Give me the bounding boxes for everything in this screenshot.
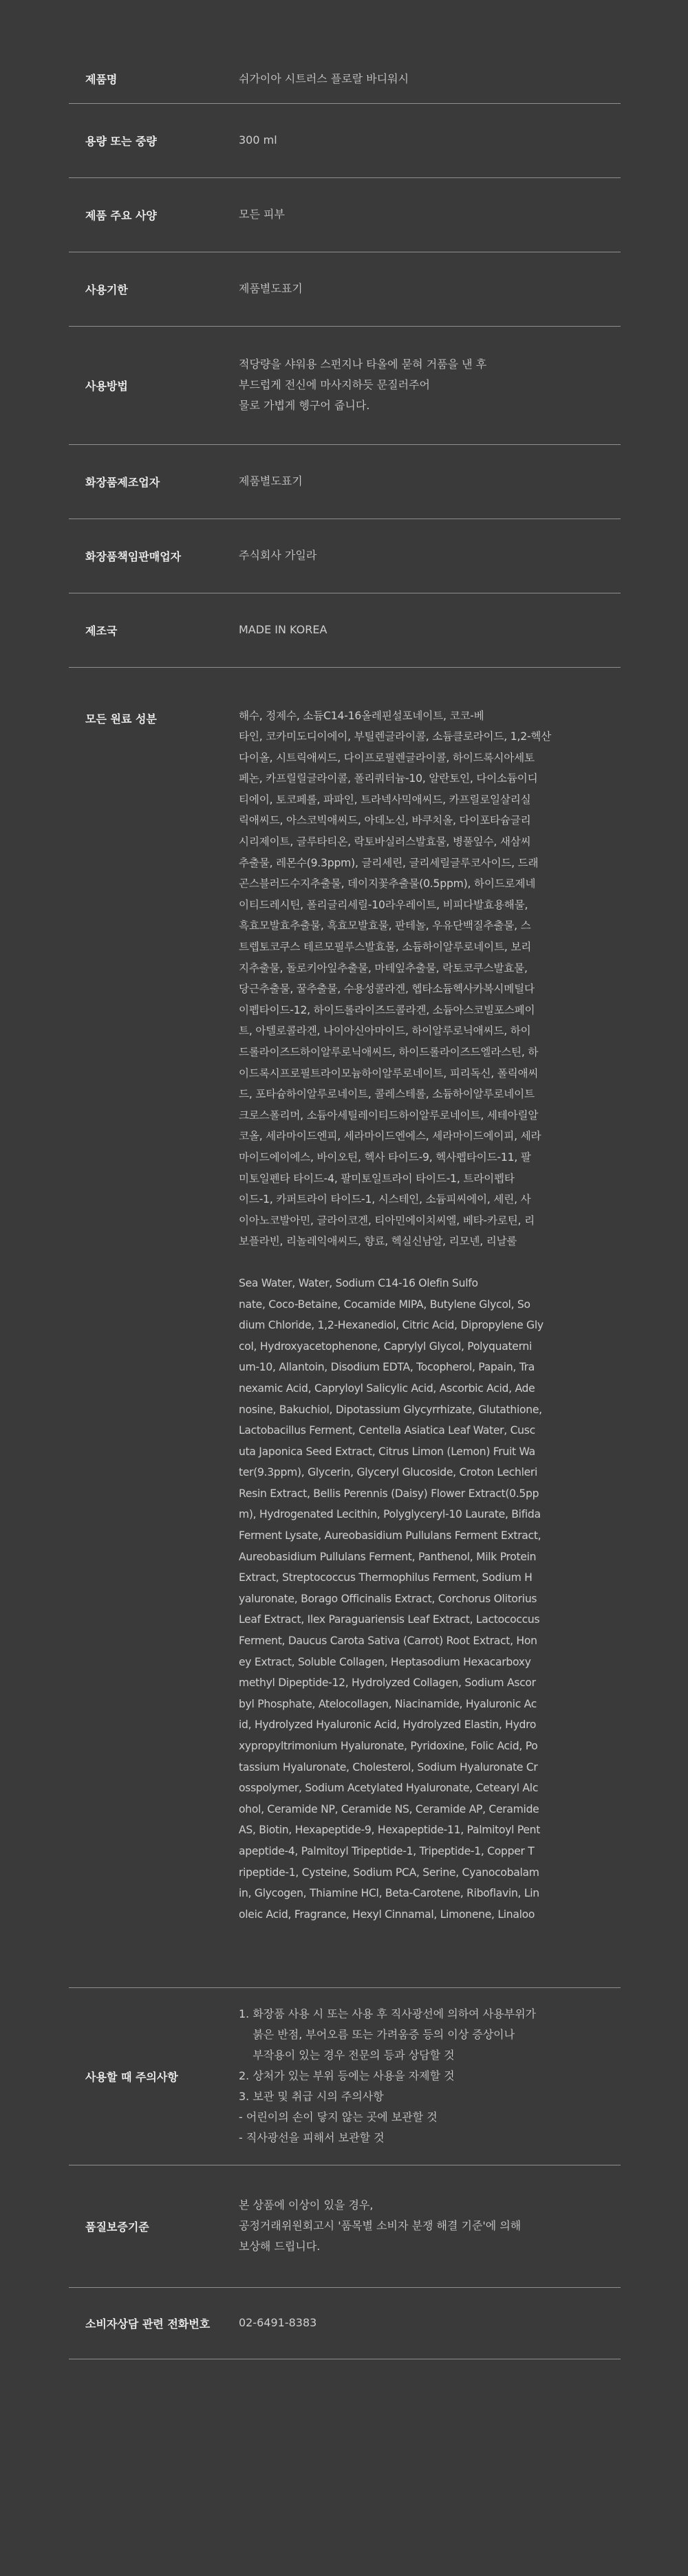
product-name-value: 쉬가이아 시트러스 플로랄 바디워시 bbox=[239, 72, 409, 85]
usage-row bbox=[69, 326, 621, 444]
product-name-row bbox=[69, 55, 621, 103]
quality-value: 본 상품에 이상이 있을 경우, 공정거래위원회고시 '품목별 소비자 분쟁 해결 기준'에 의해 보상해 드립니다. bbox=[239, 2198, 522, 2253]
ingredients-label: 모든 원료 성분 bbox=[85, 712, 157, 725]
volume-row bbox=[69, 103, 621, 177]
spec-label: 제품 주요 사양 bbox=[85, 208, 157, 222]
usage-label: 사용방법 bbox=[85, 379, 128, 393]
caution-line: 1. 화장품 사용 시 또는 사용 후 직사광선에 의하여 사용부위가 bbox=[239, 2007, 536, 2020]
quality-label: 품질보증기준 bbox=[85, 2220, 149, 2234]
cautions-row bbox=[69, 1987, 621, 2165]
phone-label: 소비자상담 관련 전화번호 bbox=[85, 2317, 211, 2331]
caution-line: - 어린이의 손이 닿지 않는 곳에 보관할 것 bbox=[239, 2110, 438, 2124]
ingredients-row bbox=[69, 667, 621, 1987]
expiry-label: 사용기한 bbox=[85, 283, 128, 296]
manufacturer-value: 제품별도표기 bbox=[239, 474, 303, 488]
ingredients-english: Sea Water, Water, Sodium C14-16 Olefin Sulfo nate, Coco-Betaine, Cocamide MIPA, Butylene Glycol, So dium Chloride, 1,2-Hexanediol, Citric Acid, Dipropylene Gly col, Hydroxyacetophenone, Caprylyl Glycol, Polyquaterni um-10, Allantoin, Disodium EDTA, Tocopherol, Papain, Tra nexamic Acid, Capryloyl Salicylic Acid, Ascorbic Acid, Ade nosine, Bakuchiol, Dipotassium Glycyrrhizate, Glutathione, Lactobacillus Ferment, Centella Asiatica Leaf Water, Cusc uta Japonica Seed Extract, Citrus Limon (Lemon) Fruit Wa ter(9.3ppm), Glycerin, Glyceryl Glucoside, Croton Lechleri Resin Extract, Bellis Perennis (Daisy) Flower Extract(0.5pp m), Hydrogenated Lecithin, Polyglyceryl-10 Laurate, Bifida Ferment Lysate, Aureobasidium Pullulans Ferment Extract, Aureobasidium Pullulans Ferment, Panthenol, Milk Protein Extract, Streptococcus Thermophilus Ferment, Sodium H yaluronate, Borago Officinalis Extract, Corchorus Olitorius Leaf Extract, Ilex Paraguariensis Leaf Extract, Lactococcus Ferment, Daucus Carota Sativa (Carrot) Root Extract, Hon ey Extract, Soluble Collagen, Heptasodium Hexacarboxy methyl Dipeptide-12, Hydrolyzed Collagen, Sodium Ascor byl Phosphate, Atelocollagen, Niacinamide, Hyaluronic Ac id, Hydrolyzed Hyaluronic Acid, Hydrolyzed Elastin, Hydro xypropyltrimonium Hyaluronate, Pyridoxine, Folic Acid, Po tassium Hyaluronate, Cholesterol, Sodium Hyaluronate Cr osspolymer, Sodium Acetylated Hyaluronate, Cetearyl Alc ohol, Ceramide NP, Ceramide NS, Ceramide AP, Ceramide AS, Biotin, Hexapeptide-9, Hexapeptide-11, Palmitoyl Pent apeptide-4, Palmitoyl Tripeptide-1, Tripeptide-1, Copper T ripeptide-1, Cysteine, Sodium PCA, Serine, Cyanocobalam in, Glycogen, Thiamine HCl, Beta-Carotene, Riboflavin, Lin oleic Acid, Fragrance, Hexyl Cinnamal, Limonene, Linaloo bbox=[239, 1276, 544, 1921]
country-label: 제조국 bbox=[85, 624, 118, 637]
quality-row bbox=[69, 2165, 621, 2287]
phone-row bbox=[69, 2287, 621, 2359]
seller-value: 주식회사 가일라 bbox=[239, 549, 317, 562]
caution-line: - 직사광선을 피해서 보관할 것 bbox=[239, 2131, 385, 2144]
spec-value: 모든 피부 bbox=[239, 208, 285, 221]
caution-line: 붉은 반점, 부어오름 또는 가려움증 등의 이상 증상이나 bbox=[239, 2028, 515, 2041]
expiry-value: 제품별도표기 bbox=[239, 282, 303, 295]
spec-row bbox=[69, 177, 621, 252]
cautions-value bbox=[239, 1987, 621, 2165]
volume-value: 300 ml bbox=[239, 133, 277, 146]
ingredients-korean: 해수, 정제수, 소듐C14-16올레핀설포네이트, 코코-베 타인, 코카미도디이에이, 부틸렌글라이콜, 소듐클로라이드, 1,2-헥산 다이올, 시트릭애씨드, 다이프로필렌글라이콜, 하이드록시아세토 페논, 카프릴릴글라이콜, 폴리쿼터늄-10, 알란토인, 다이소듐이디 티에이, 토코페롤, 파파인, 트라넥사믹애씨드, 카프릴로일살리실 릭애씨드, 아스코빅애씨드, 아데노신, 바쿠치올, 다이포타슘글리 시리제이트, 글루타티온, 락토바실러스발효물, 병풀잎수, 새삼씨 추출물, 레몬수(9.3ppm), 글리세린, 글리세릴글루코사이드, 드래 곤스블러드수지추출물, 데이지꽃추출물(0.5ppm), 하이드로제네 이티드레시틴, 폴리글리세릴-10라우레이트, 비피다발효용해물, 흑효모발효추출물, 흑효모발효물, 판테놀, 우유단백질추출물, 스 트렙토코쿠스 테르모필루스발효물, 소듐하이알루로네이트, 보리 지추출물, 돌로키아잎추출물, 마테잎추출물, 락토코쿠스발효물, 당근추출물, 꿀추출물, 수용성콜라겐, 헵타소듐헥사카복시메틸다 이펩타이드-12, 하이드롤라이즈드콜라겐, 소듐아스코빌포스페이 트, 아텔로콜라겐, 나이아신아마이드, 하이알루로닉애씨드, 하이 드롤라이즈드하이알루로닉애씨드, 하이드롤라이즈드엘라스틴, 하 이드록시프로필트라이모늄하이알루로네이트, 피리독신, 폴릭애씨 드, 포타슘하이알루로네이트, 콜레스테롤, 소듐하이알루로네이트 크로스폴리머, 소듐아세틸레이티드하이알루로네이트, 세테아릴알 코올, 세라마이드엔피, 세라마이드엔에스, 세라마이드에이피, 세라 마이드에이에스, 바이오틴, 헥사 타이드-9, 헥사펩타이드-11, 팔 미토일펜타 타이드-4, 팔미토일트라이 타이드-1, 트라이펩타 이드-1, 카퍼트라이 타이드-1, 시스테인, 소듐피씨에이, 세린, 사 이아노코발아민, 글라이코겐, 티아민에이치씨엘, 베타-카로틴, 리 보플라빈, 리놀레익애씨드, 향료, 헥실신남알, 리모넨, 리날룰 bbox=[239, 709, 552, 1248]
product-info-table bbox=[69, 55, 621, 2359]
country-row bbox=[69, 593, 621, 667]
caution-line: 부작용이 있는 경우 전문의 등과 상담할 것 bbox=[239, 2049, 455, 2062]
volume-label: 용량 또는 중량 bbox=[85, 134, 157, 148]
manufacturer-row bbox=[69, 444, 621, 519]
ingredients-cell bbox=[239, 667, 621, 1987]
usage-value: 적당량을 샤워용 스펀지나 타올에 묻혀 거품을 낸 후 부드럽게 전신에 마사지하듯 문질러주어 물로 가볍게 헹구어 줍니다. bbox=[239, 358, 487, 412]
seller-label: 화장품책임판매업자 bbox=[85, 549, 182, 563]
caution-line: 3. 보관 및 취급 시의 주의사항 bbox=[239, 2090, 384, 2103]
country-value: MADE IN KOREA bbox=[239, 623, 327, 636]
manufacturer-label: 화장품제조업자 bbox=[85, 475, 160, 489]
phone-value: 02-6491-8383 bbox=[239, 2316, 317, 2329]
seller-row bbox=[69, 519, 621, 593]
expiry-row bbox=[69, 252, 621, 326]
cautions-label: 사용할 때 주의사항 bbox=[85, 2070, 178, 2084]
product-name-label: 제품명 bbox=[85, 73, 118, 87]
caution-line: 2. 상처가 있는 부위 등에는 사용을 자제할 것 bbox=[239, 2069, 455, 2082]
